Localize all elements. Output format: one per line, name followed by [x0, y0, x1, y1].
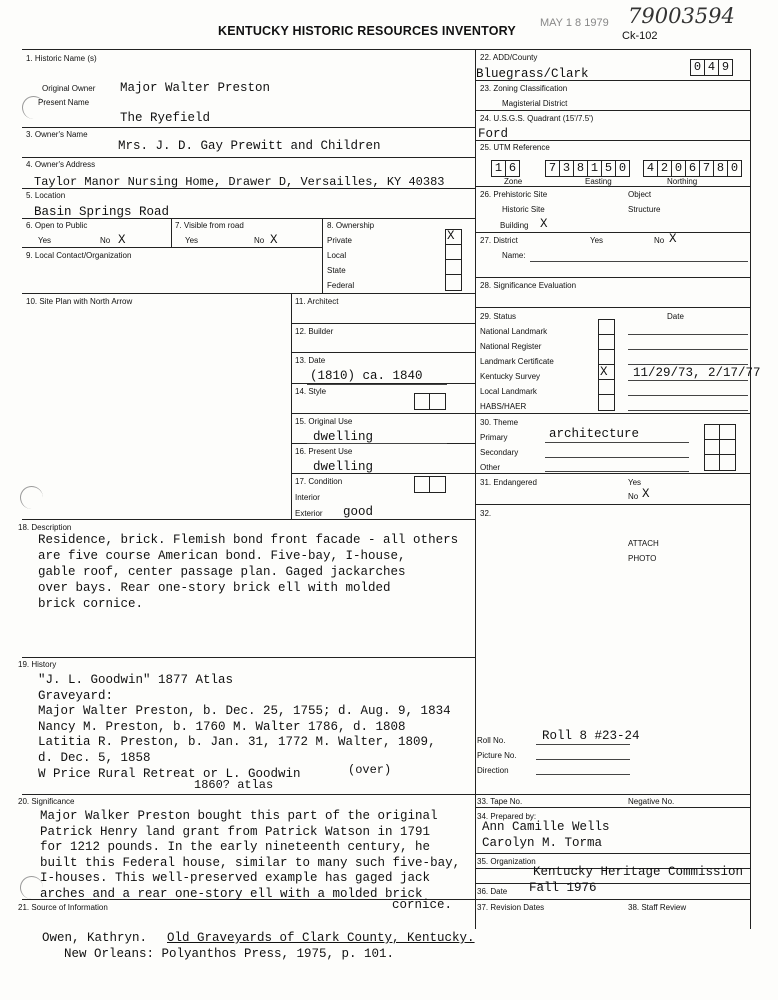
punch-hole [20, 486, 43, 509]
label-exterior: Exterior [295, 509, 323, 518]
value-original-use: dwelling [313, 430, 374, 444]
divider [475, 504, 750, 505]
mark-district-no: X [669, 232, 677, 246]
divider [445, 274, 461, 275]
divider [598, 334, 614, 335]
label-utm-northing: Northing [667, 177, 698, 186]
value-present-name: The Ryefield [120, 111, 211, 125]
label-structure: Structure [628, 205, 661, 214]
label-photo: PHOTO [628, 554, 657, 563]
label-owner-name: 3. Owner's Name [26, 130, 88, 139]
mark-building: X [540, 217, 548, 231]
divider [22, 519, 475, 520]
label-original-owner: Original Owner [42, 84, 96, 93]
value-present-use: dwelling [313, 460, 374, 474]
divider [475, 413, 750, 414]
label-endangered-no: No [628, 492, 639, 501]
label-present-name: Present Name [38, 98, 90, 107]
history-over: (over) [348, 763, 392, 777]
divider [704, 454, 735, 455]
mark-kentucky-survey: X [600, 365, 608, 379]
divider [598, 349, 614, 350]
label-utm-zone: Zone [504, 177, 523, 186]
label-roll-no: Roll No. [477, 736, 506, 745]
divider [475, 232, 750, 233]
divider [475, 473, 750, 474]
divider [475, 110, 750, 111]
utm-northing-digit: 0 [727, 160, 742, 177]
desc-line: are five course American bond. Five-bay, I-house, [38, 549, 406, 563]
value-quadrant: Ford [478, 127, 509, 141]
divider [22, 657, 475, 658]
divider [475, 277, 750, 278]
underline [536, 759, 630, 760]
underline [628, 380, 748, 381]
value-prep-date: Fall 1976 [529, 881, 597, 895]
label-picture-no: Picture No. [477, 751, 517, 760]
label-utm: 25. UTM Reference [480, 143, 550, 152]
label-visible-no: No [254, 236, 265, 245]
mark-visible-no: X [270, 233, 278, 247]
label-habs-haer: HABS/HAER [480, 402, 527, 411]
label-district: 27. District [480, 236, 518, 245]
label-status: 29. Status [480, 312, 517, 321]
mark-endangered-no: X [642, 487, 650, 501]
value-organization: Kentucky Heritage Commission [533, 865, 744, 879]
mark-open-no: X [118, 233, 126, 247]
label-kentucky-survey: Kentucky Survey [480, 372, 541, 381]
significance-end: cornice. [392, 898, 453, 912]
divider [22, 157, 475, 158]
label-national-register: National Register [480, 342, 542, 351]
divider [475, 883, 750, 884]
label-owner-address: 4. Owner's Address [26, 160, 96, 169]
label-date: 13. Date [295, 356, 326, 365]
label-theme-secondary: Secondary [480, 448, 519, 457]
divider [322, 218, 323, 293]
hist-line: "J. L. Goodwin" 1877 Atlas [38, 673, 234, 687]
label-endangered: 31. Endangered [480, 478, 537, 487]
divider [475, 307, 750, 308]
source-book: Old Graveyards of Clark County, Kentucky. [167, 931, 475, 945]
divider [475, 186, 750, 187]
value-roll: Roll 8 #23-24 [542, 729, 640, 743]
underline [628, 334, 748, 335]
hist-line: Major Walter Preston, b. Dec. 25, 1755; d. Aug. 9, 1834 [38, 704, 451, 718]
divider [291, 352, 475, 353]
history-price-line: W Price Rural Retreat or L. Goodwin [38, 767, 301, 781]
form-title: KENTUCKY HISTORIC RESOURCES INVENTORY [218, 24, 516, 38]
hist-line: d. Dec. 5, 1858 [38, 750, 151, 765]
label-endangered-yes: Yes [628, 478, 642, 487]
divider [291, 413, 475, 414]
county-code-digit: 4 [704, 59, 719, 76]
label-condition: 17. Condition [295, 477, 343, 486]
underline [545, 471, 689, 472]
label-historic-name: 1. Historic Name (s) [26, 54, 97, 63]
underline [628, 349, 748, 350]
form-top-border [22, 49, 751, 50]
desc-line: gable roof, center passage plan. Gaged jackarches [38, 565, 406, 579]
divider [171, 218, 172, 247]
label-local: Local [327, 251, 347, 260]
label-original-use: 15. Original Use [295, 417, 353, 426]
label-national-landmark: National Landmark [480, 327, 548, 336]
underline [536, 774, 630, 775]
utm-easting-digit: 7 [545, 160, 560, 177]
label-district-name: Name: [502, 251, 526, 260]
divider [475, 853, 750, 854]
column-divider [475, 49, 476, 929]
label-interior: Interior [295, 493, 320, 502]
label-photo-field: 32. [480, 509, 492, 518]
sig-line: arches and a rear one-story ell with a molded brick [40, 886, 423, 901]
desc-line: brick cornice. [38, 597, 144, 611]
divider [598, 379, 614, 380]
value-exterior: good [343, 505, 374, 519]
label-staff-review: 38. Staff Review [628, 903, 687, 912]
utm-northing-digit: 8 [713, 160, 728, 177]
label-building: Building [500, 221, 529, 230]
source-author: Owen, Kathryn. [42, 931, 148, 945]
label-builder: 12. Builder [295, 327, 334, 336]
divider [291, 293, 292, 519]
label-prehistoric-site: 26. Prehistoric Site [480, 190, 548, 199]
label-prep-date: 36. Date [477, 887, 508, 896]
utm-northing-digit: 0 [671, 160, 686, 177]
value-prepared-by-2: Carolyn M. Torma [482, 836, 603, 850]
history-atlas-line: 1860? atlas [194, 778, 274, 792]
divider [22, 794, 750, 795]
divider [475, 807, 750, 808]
hist-line: Nancy M. Preston, b. 1760 M. Walter 1786, d. 1808 [38, 719, 406, 734]
label-source: 21. Source of Information [18, 903, 108, 912]
label-status-date: Date [667, 312, 684, 321]
county-code-digit: 0 [690, 59, 705, 76]
value-add-county: Bluegrass/Clark [476, 67, 589, 81]
label-add-county: 22. ADD/County [480, 53, 538, 62]
label-organization: 35. Organization [477, 857, 536, 866]
divider [22, 247, 322, 248]
label-object: Object [628, 190, 652, 199]
right-border [750, 49, 751, 929]
divider [291, 323, 475, 324]
label-site-plan: 10. Site Plan with North Arrow [26, 297, 133, 306]
value-date: (1810) ca. 1840 [310, 369, 423, 383]
underline [628, 395, 748, 396]
hist-line: Latitia R. Preston, b. Jan. 31, 1772 M. Walter, 1809, [38, 735, 436, 749]
label-local-contact: 9. Local Contact/Organization [26, 251, 132, 260]
label-quadrant: 24. U.S.G.S. Quadrant (15'/7.5') [480, 114, 594, 123]
label-utm-easting: Easting [585, 177, 612, 186]
value-location: Basin Springs Road [34, 205, 170, 219]
sig-line: I-houses. This well-preserved example has gaged jack [40, 871, 431, 885]
label-history: 19. History [18, 660, 57, 669]
divider [22, 293, 475, 294]
label-negative-no: Negative No. [628, 797, 675, 806]
divider [445, 244, 461, 245]
hist-line: Graveyard: [38, 688, 114, 703]
divider [445, 259, 461, 260]
sig-line: for 1212 pounds. In the early nineteenth century, he [40, 840, 431, 854]
label-direction: Direction [477, 766, 509, 775]
mark-private: X [447, 229, 455, 243]
desc-line: over bays. Rear one-story brick ell with molded [38, 581, 391, 595]
label-visible-from-road: 7. Visible from road [175, 221, 244, 230]
label-local-landmark: Local Landmark [480, 387, 537, 396]
label-federal: Federal [327, 281, 355, 290]
value-zoning: Magisterial District [502, 99, 568, 108]
underline [530, 261, 748, 262]
utm-easting-digit: 8 [573, 160, 588, 177]
source-publisher: New Orleans: Polyanthos Press, 1975, p. 101. [64, 947, 395, 961]
label-prepared-by: 34. Prepared by: [477, 812, 537, 821]
utm-zone-digit: 6 [505, 160, 520, 177]
underline [628, 364, 748, 365]
value-original-owner: Major Walter Preston [120, 81, 271, 95]
label-state: State [327, 266, 346, 275]
utm-northing-digit: 4 [643, 160, 658, 177]
divider [719, 424, 720, 470]
label-private: Private [327, 236, 352, 245]
label-tape-no: 33. Tape No. [477, 797, 523, 806]
utm-easting-digit: 1 [587, 160, 602, 177]
style-boxes [414, 393, 446, 410]
label-theme-other: Other [480, 463, 501, 472]
divider [429, 476, 430, 492]
underline [545, 442, 689, 443]
desc-line: Residence, brick. Flemish bond front facade - all others [38, 533, 459, 547]
sig-line: built this Federal house, similar to many such five-bay, [40, 855, 461, 870]
label-description: 18. Description [18, 523, 72, 532]
label-location: 5. Location [26, 191, 66, 200]
label-significance: 20. Significance [18, 797, 75, 806]
label-zoning: 23. Zoning Classification [480, 84, 568, 93]
received-stamp: MAY 1 8 1979 [540, 17, 609, 29]
label-historic-site: Historic Site [502, 205, 545, 214]
divider [704, 439, 735, 440]
label-theme: 30. Theme [480, 418, 519, 427]
divider [429, 393, 430, 409]
underline [307, 443, 447, 444]
utm-northing-digit: 6 [685, 160, 700, 177]
value-owner-address: Taylor Manor Nursing Home, Drawer D, Versailles, KY 40383 [34, 175, 445, 189]
label-style: 14. Style [295, 387, 327, 396]
value-theme-primary: architecture [549, 427, 640, 441]
label-architect: 11. Architect [295, 297, 339, 306]
underline [545, 457, 689, 458]
utm-zone-digit: 1 [491, 160, 506, 177]
label-attach: ATTACH [628, 539, 659, 548]
utm-northing-digit: 7 [699, 160, 714, 177]
label-open-yes: Yes [38, 236, 52, 245]
sig-line: Patrick Henry land grant from Patrick Watson in 1791 [40, 824, 431, 839]
label-visible-yes: Yes [185, 236, 199, 245]
value-owner-name: Mrs. J. D. Gay Prewitt and Children [118, 139, 381, 153]
label-open-no: No [100, 236, 111, 245]
form-code: Ck-102 [622, 30, 658, 42]
label-theme-primary: Primary [480, 433, 508, 442]
label-revision-dates: 37. Revision Dates [477, 903, 545, 912]
condition-boxes [414, 476, 446, 493]
utm-easting-digit: 3 [559, 160, 574, 177]
underline [628, 410, 748, 411]
handwritten-number: 79003594 [628, 4, 735, 28]
label-ownership: 8. Ownership [327, 221, 375, 230]
county-code-digit: 9 [718, 59, 733, 76]
utm-northing-digit: 2 [657, 160, 672, 177]
label-district-yes: Yes [590, 236, 604, 245]
sig-line: Major Walker Preston bought this part of the original [40, 809, 438, 823]
divider [22, 127, 475, 128]
label-landmark-certificate: Landmark Certificate [480, 357, 554, 366]
divider [598, 394, 614, 395]
label-open-to-public: 6. Open to Public [26, 221, 88, 230]
label-district-no: No [654, 236, 665, 245]
underline [536, 744, 630, 745]
theme-boxes [704, 424, 736, 471]
utm-easting-digit: 5 [601, 160, 616, 177]
label-significance-evaluation: 28. Significance Evaluation [480, 281, 577, 290]
label-present-use: 16. Present Use [295, 447, 353, 456]
divider [475, 140, 750, 141]
underline [307, 384, 447, 385]
value-kentucky-survey-dates: 11/29/73, 2/17/77 [633, 366, 761, 380]
value-prepared-by-1: Ann Camille Wells [482, 820, 610, 834]
utm-easting-digit: 0 [615, 160, 630, 177]
